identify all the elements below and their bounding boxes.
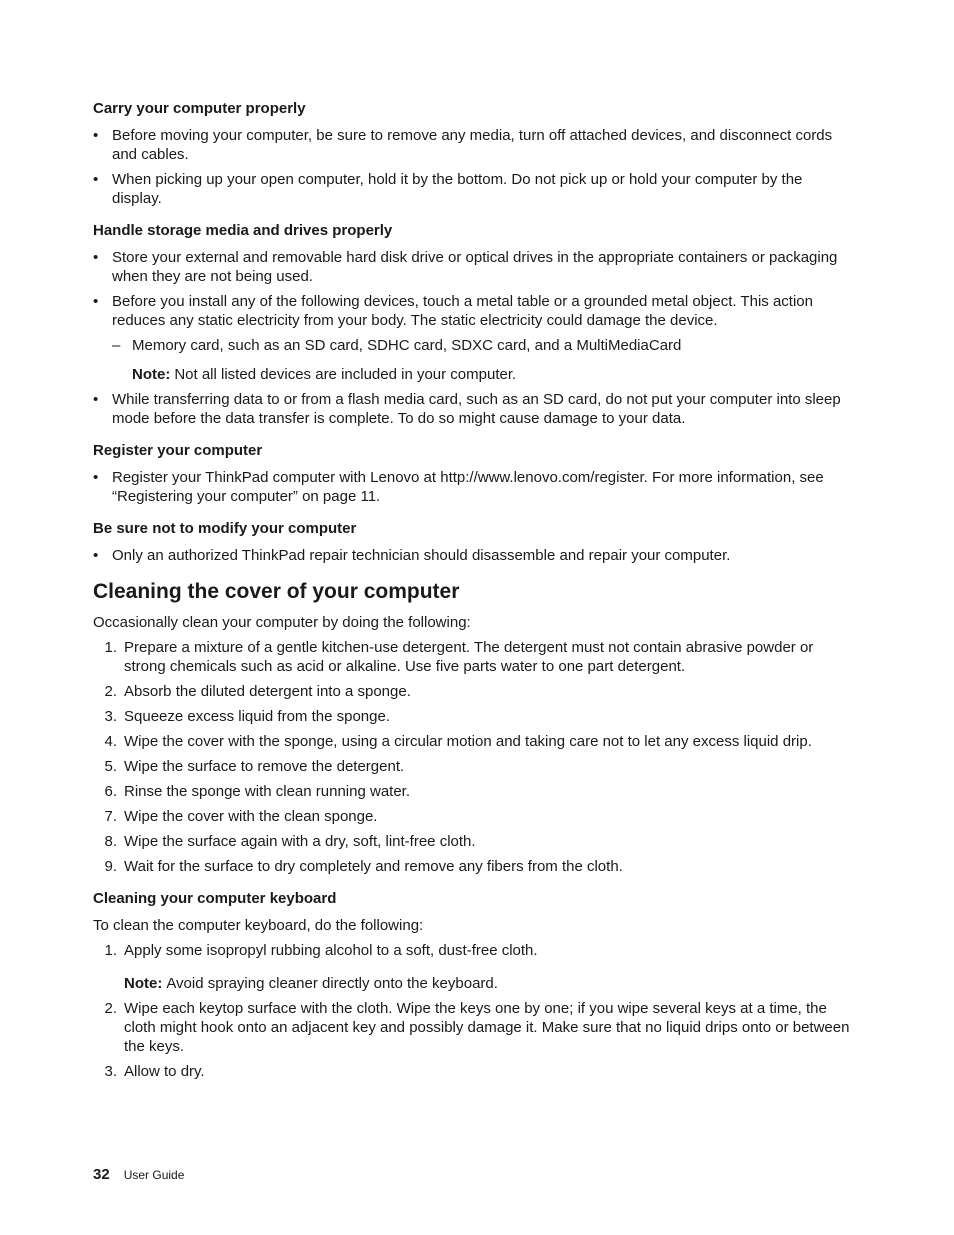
step-item: [93, 638, 853, 676]
step-item: [93, 682, 853, 701]
note-text: Avoid spraying cleaner directly onto the keyboard.: [166, 975, 498, 992]
carry-heading: Carry your computer properly: [93, 100, 306, 117]
storage-sub-item: – Memory card, such as an SD card, SDHC card, SDXC card, and a MultiMediaCard: [93, 336, 853, 355]
step-number: 3.: [104, 708, 117, 725]
step-number: 3.: [104, 1063, 117, 1080]
keyboard-steps: [93, 941, 853, 960]
step-text: Rinse the sponge with clean running water.: [124, 783, 411, 800]
keyboard-heading: Cleaning your computer keyboard: [93, 890, 337, 907]
cover-intro: Occasionally clean your computer by doing the following:: [93, 614, 471, 631]
step-number: 1.: [104, 639, 117, 656]
list-item: • Store your external and removable hard disk drive or optical drives in the appropriate containers or packaging when they are not being used.: [93, 248, 853, 286]
step-item: [93, 1062, 853, 1081]
step-number: 7.: [104, 808, 117, 825]
step-number: 1.: [104, 942, 117, 959]
step-text: Wait for the surface to dry completely and remove any fibers from the cloth.: [124, 858, 623, 875]
keyboard-intro: To clean the computer keyboard, do the following:: [93, 917, 424, 934]
step-item: [93, 999, 853, 1056]
register-list: [93, 468, 853, 506]
storage-list: [93, 248, 853, 330]
step-text: Absorb the diluted detergent into a sponge.: [124, 683, 411, 700]
step-text: Apply some isopropyl rubbing alcohol to a soft, dust-free cloth.: [124, 942, 538, 959]
page-number: 32: [93, 1166, 110, 1183]
note-label: Note:: [132, 366, 171, 383]
storage-heading: Handle storage media and drives properly: [93, 222, 393, 239]
step-text: Wipe each keytop surface with the cloth. Wipe the keys one by one; if you wipe several keys at a time, the cloth might hook onto an adjacent key and possibly damage it. Make sure that no liquid drips onto or between the keys.: [124, 1000, 850, 1055]
list-item: • Only an authorized ThinkPad repair technician should disassemble and repair your computer.: [93, 546, 853, 565]
cover-steps: [93, 638, 853, 876]
step-number: 6.: [104, 783, 117, 800]
step-text: Wipe the cover with the sponge, using a circular motion and taking care not to let any excess liquid drip.: [124, 733, 812, 750]
step-text: Prepare a mixture of a gentle kitchen-use detergent. The detergent must not contain abrasive powder or strong chemicals such as acid or alkaline. Use five parts water to one part detergent.: [124, 639, 814, 675]
modify-heading: Be sure not to modify your computer: [93, 520, 357, 537]
modify-list: [93, 546, 853, 565]
step-item: [93, 832, 853, 851]
step-text: Wipe the surface again with a dry, soft, lint-free cloth.: [124, 833, 476, 850]
step-item: [93, 807, 853, 826]
list-item: • Before moving your computer, be sure to remove any media, turn off attached devices, and disconnect cords and cables.: [93, 126, 853, 164]
storage-list-continued: [93, 390, 853, 428]
list-item: • While transferring data to or from a flash media card, such as an SD card, do not put your computer into sleep mode before the data transfer is complete. To do so might cause damage to your data.: [93, 390, 853, 428]
document-title: User Guide: [123, 1168, 185, 1182]
step-item: [93, 857, 853, 876]
step-item: [93, 941, 853, 960]
step-text: Allow to dry.: [124, 1063, 205, 1080]
step-item: [93, 732, 853, 751]
step-text: Squeeze excess liquid from the sponge.: [124, 708, 390, 725]
step-number: 5.: [104, 758, 117, 775]
step-number: 8.: [104, 833, 117, 850]
step-number: 2.: [104, 1000, 117, 1017]
note-text: Not all listed devices are included in your computer.: [174, 366, 517, 383]
step-number: 2.: [104, 683, 117, 700]
step-number: 4.: [104, 733, 117, 750]
step-text: Wipe the surface to remove the detergent.: [124, 758, 405, 775]
cover-section-title: Cleaning the cover of your computer: [93, 580, 460, 603]
page-footer: [93, 1166, 184, 1183]
register-heading: Register your computer: [93, 442, 263, 459]
keyboard-note: [93, 974, 853, 993]
list-item: • When picking up your open computer, hold it by the bottom. Do not pick up or hold your computer by the display.: [93, 170, 853, 208]
carry-list: [93, 126, 853, 208]
list-item: • Before you install any of the following devices, touch a metal table or a grounded metal object. This action reduces any static electricity from your body. The static electricity could damage the device.: [93, 292, 853, 330]
storage-note: [93, 365, 853, 384]
list-item: • Register your ThinkPad computer with Lenovo at http://www.lenovo.com/register. For more information, see “Registering your computer” on page 11.: [93, 468, 853, 506]
page-content: [93, 100, 853, 1095]
note-label: Note:: [124, 975, 163, 992]
step-number: 9.: [104, 858, 117, 875]
keyboard-steps-continued: [93, 999, 853, 1081]
step-text: Wipe the cover with the clean sponge.: [124, 808, 378, 825]
step-item: [93, 782, 853, 801]
step-item: [93, 757, 853, 776]
step-item: [93, 707, 853, 726]
